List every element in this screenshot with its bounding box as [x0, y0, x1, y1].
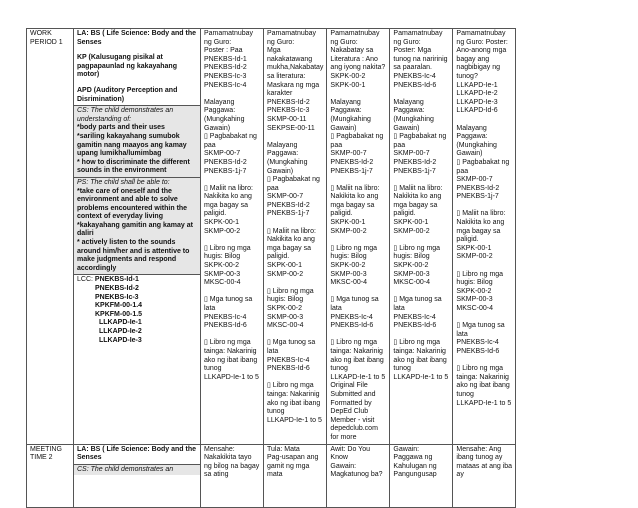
- day-line: Malayang Paggawa: (Mungkahing Gawain): [267, 141, 310, 175]
- day-line: SKPK-00-1: [204, 219, 240, 227]
- day-line: Nakabatay sa Literatura : Ano ang iyong nakita?: [330, 47, 386, 72]
- lcc-code: KPKFM-00-1.4: [95, 302, 143, 310]
- cs-line: *sariling kakayahang sumubok gamitin nang maayos ang kamay upang lumikha/lumimbag: [77, 132, 189, 158]
- day-cell: [390, 444, 453, 507]
- day-line: PNEKBS-Id-6: [393, 322, 437, 330]
- day-line: PNEKBS-1j-7: [330, 167, 373, 175]
- day-line: SKPK-00-1: [267, 262, 303, 270]
- day-line: Malayang Paggawa: (Mungkahing Gawain): [204, 98, 247, 132]
- day-line: [330, 176, 386, 185]
- day-line: [267, 133, 323, 142]
- day-line: Mensahe: Nakakikita tayo ng bilog na bagay sa ating: [204, 445, 262, 479]
- day-line: [456, 262, 512, 271]
- day-line: SKPK-00-2: [330, 262, 366, 270]
- day-line: PNEKBS-Ic-4: [330, 313, 373, 321]
- day-line: ▯ Libro ng mga tainga: Nakarinig ako ng ibat ibang tunog: [456, 365, 512, 398]
- day-line: ▯ Pagbabakat ng paa: [267, 176, 322, 192]
- day-line: MKSC-00-4: [393, 279, 430, 287]
- day-line: PNEKBS-Ic-4: [204, 81, 247, 89]
- day-line: SKMP-00-7: [393, 150, 430, 158]
- day-line: PNEKBS-Id-2: [267, 201, 310, 209]
- day-cell: [201, 29, 264, 445]
- day-cell: [264, 29, 327, 445]
- lcc-label: LCC:: [77, 276, 93, 284]
- day-line: SEKPSE-00-11: [267, 124, 315, 132]
- day-line: ▯ Libro ng mga tainga: Nakarinig ako ng ibat ibang tunog: [330, 339, 386, 373]
- day-line: [330, 90, 386, 99]
- day-line: Malayang Paggawa: (Mungkahing Gawain): [393, 98, 436, 132]
- day-line: [456, 202, 512, 211]
- day-line: Awit: Do You Know: [330, 445, 372, 462]
- day-line: SKPK-00-2: [393, 262, 429, 270]
- day-line: SKPK-00-2: [330, 72, 366, 80]
- ps-line: * actively listen to the sounds around him/her and is attentive to make judgments and respond accordingly: [77, 239, 192, 272]
- day-line: SKPK-00-1: [330, 219, 366, 227]
- day-line: Pamamatnubay ng Guro:: [204, 30, 255, 46]
- day-line: ▯ Libro ng mga hugis: Bilog: [393, 244, 443, 261]
- day-line: ▯ Libro ng mga hugis: Bilog: [267, 287, 316, 304]
- day-line: Poster : Paa: [204, 47, 243, 55]
- day-line: PNEKBS-Id-2: [204, 64, 247, 72]
- day-line: [330, 236, 386, 245]
- day-line: [204, 176, 260, 185]
- day-line: SKMP-00-3: [393, 270, 430, 278]
- lcc-code: LLKAPD-Ie-3: [99, 336, 142, 344]
- day-line: PNEKBS-Ic-4: [393, 72, 436, 80]
- competency-codes: [74, 274, 200, 346]
- day-line: PNEKBS-Ic-4: [393, 313, 436, 321]
- day-line: LLKAPD-Ie-1 to 5: [330, 373, 386, 381]
- lcc-code: PNEKBS-Ic-3: [95, 293, 139, 301]
- day-line: ▯ Maliit na libro: Nakikita ko ang mga bagay sa paligid.: [204, 184, 255, 218]
- day-line: ▯ Mga tunog sa lata: [204, 296, 255, 312]
- day-line: PNEKBS-Id-6: [267, 365, 310, 373]
- day-line: SKMP-00-2: [456, 253, 493, 261]
- day-line: [204, 288, 260, 297]
- ps-line: PS: The child shall be able to:: [77, 178, 170, 186]
- day-line: ▯ Libro ng mga hugis: Bilog: [204, 244, 253, 261]
- day-line: Tula: Mata: [267, 445, 300, 453]
- day-line: SKMP-00-7: [330, 150, 367, 158]
- day-line: [393, 176, 449, 185]
- day-line: ▯ Mga tunog sa lata: [267, 339, 318, 355]
- day-line: [456, 357, 512, 366]
- day-line: SKMP-00-3: [330, 270, 367, 278]
- day-line: LLKAPD-Id-6: [456, 107, 498, 115]
- day-line: [267, 374, 323, 383]
- time-cell: [27, 29, 74, 445]
- day-line: [456, 314, 512, 323]
- lcc-code: PNEKBS-Id-1: [94, 276, 139, 284]
- day-line: Gawain: Paggawa ng Kahulugan ng Pangungusap: [393, 445, 439, 479]
- day-line: ▯ Maliit na libro: Nakikita ko ang mga bagay sa paligid.: [393, 184, 445, 218]
- day-line: SKMP-00-7: [267, 193, 304, 201]
- day-line: Mensahe: Ang ibang tunog ay mataas at ang iba ay: [456, 445, 515, 479]
- day-line: PNEKBS-Id-2: [393, 158, 437, 166]
- day-line: PNEKBS-1j-7: [393, 167, 436, 175]
- day-line: [456, 116, 512, 125]
- learning-area: LA: BS ( Life Science: Body and the Senses: [77, 445, 197, 462]
- day-cell: [453, 29, 516, 445]
- day-line: SKMP-00-2: [204, 227, 241, 235]
- day-line: LLKAPD-Ie-2: [456, 90, 498, 98]
- day-line: [267, 331, 323, 340]
- day-line: Original File Submitted and Formatted by DepEd Club Member - visit depedclub.com for more: [330, 382, 380, 441]
- day-line: PNEKBS-Id-2: [267, 98, 310, 106]
- time-label: MEETING TIME 2: [30, 445, 62, 462]
- day-line: [204, 236, 260, 245]
- day-line: Malayang Paggawa: (Mungkahing Gawain): [456, 124, 499, 158]
- day-line: SKMP-00-11: [267, 115, 307, 123]
- day-line: ▯ Mga tunog sa lata: [330, 296, 381, 312]
- day-cell: [327, 29, 390, 445]
- day-cell: [390, 29, 453, 445]
- day-line: Poster: Mga tunog na naririnig sa paaralan.: [393, 47, 450, 72]
- day-line: PNEKBS-Id-2: [330, 158, 374, 166]
- ps-line: *kakayahang gamitin ang kamay at daliri: [77, 221, 195, 238]
- day-line: Pamamatnubay ng Guro:: [393, 30, 445, 46]
- day-line: ▯ Pagbabakat ng paa: [204, 133, 259, 149]
- day-line: SKMP-00-7: [456, 176, 493, 184]
- day-line: PNEKBS-Ic-3: [267, 107, 310, 115]
- day-line: LLKAPD-Ie-1 to 5: [456, 399, 512, 407]
- day-line: PNEKBS-Id-1: [204, 55, 247, 63]
- day-cell: [327, 444, 390, 507]
- day-line: [204, 331, 260, 340]
- objectives-cell: [74, 29, 201, 445]
- apd-area: APD (Auditory Perception and Disrimination): [77, 86, 178, 103]
- day-line: LLKAPD-Ie-1: [456, 81, 498, 89]
- day-line: SKPK-00-2: [267, 305, 303, 312]
- day-line: Pag-usapan ang gamit ng mga mata: [267, 454, 321, 479]
- day-line: [393, 288, 449, 297]
- lcc-code: KPKFM-00-1.5: [95, 310, 143, 318]
- day-line: Pamamatnubay ng Guro: Poster: Ano-anong mga bagay ang nagbibigay ng tunog?: [456, 30, 510, 80]
- day-line: ▯ Libro ng mga tainga: Nakarinig ako ng ibat ibang tunog: [393, 339, 449, 373]
- content-standards: CS: The child demonstrates an: [74, 464, 200, 476]
- learning-area: LA: BS ( Life Science: Body and the Senses: [77, 30, 197, 46]
- day-line: PNEKBS-Id-6: [330, 322, 374, 330]
- day-line: MKSC-00-4: [204, 279, 241, 287]
- day-line: ▯ Libro ng mga tainga: Nakarinig ako ng ibat ibang tunog: [267, 382, 323, 416]
- day-line: SKMP-00-3: [267, 313, 304, 321]
- day-line: [330, 288, 386, 297]
- day-line: Pamamatnubay ng Guro:: [330, 30, 382, 46]
- day-line: [393, 236, 449, 245]
- day-line: ▯ Maliit na libro: Nakikita ko ang mga bagay sa paligid.: [456, 210, 508, 244]
- day-line: LLKAPD-Ie-1 to 5: [204, 373, 259, 381]
- day-line: SKMP-00-3: [204, 270, 241, 278]
- table-row: [27, 444, 516, 507]
- objectives-cell: [74, 444, 201, 507]
- day-line: SKPK-00-1: [456, 244, 492, 252]
- day-line: LLKAPD-Ie-1 to 5: [267, 416, 322, 424]
- day-line: ▯ Mga tunog sa lata: [393, 296, 444, 312]
- lcc-code: PNEKBS-Id-2: [95, 285, 139, 293]
- day-line: PNEKBS-1j-7: [456, 193, 499, 201]
- time-label: WORK PERIOD 1: [30, 30, 63, 46]
- content-standards: [74, 105, 200, 177]
- day-line: LLKAPD-Ie-3: [456, 98, 498, 106]
- day-cell: [264, 444, 327, 507]
- day-cell: [201, 444, 264, 507]
- day-line: Pamamatnubay ng Guro:: [267, 30, 318, 46]
- time-cell: [27, 444, 74, 507]
- day-line: PNEKBS-Ic-4: [267, 356, 310, 364]
- cs-line: * how to discriminate the different sounds in the environment: [77, 158, 192, 175]
- day-line: ▯ Pagbabakat ng paa: [330, 133, 386, 149]
- day-line: Gawain: Magkatunog ba?: [330, 462, 383, 479]
- day-line: Malayang Paggawa: (Mungkahing Gawain): [330, 98, 373, 132]
- cs-line: *body parts and their uses: [77, 124, 165, 132]
- day-line: [267, 219, 323, 228]
- day-line: [267, 279, 323, 288]
- lcc-code: LLKAPD-Ie-2: [99, 328, 142, 335]
- day-line: ▯ Maliit na libro: Nakikita ko ang mga bagay sa paligid.: [267, 227, 318, 261]
- day-line: PNEKBS-Id-2: [204, 158, 247, 166]
- day-line: MKSC-00-4: [330, 279, 367, 287]
- kp-area: KP (Kalusugang pisikal at pagpapaunlad ng kakayahang motor): [77, 54, 177, 79]
- table-row: [27, 29, 516, 445]
- day-line: Mga nakakatawang mukha,Nakabatay sa literatura: Maskara ng mga karakter: [267, 47, 326, 98]
- day-line: MKSC-00-4: [267, 322, 304, 330]
- day-line: SKMP-00-2: [330, 227, 367, 235]
- day-line: [330, 331, 386, 340]
- lcc-code: LLKAPD-Ie-1: [99, 319, 142, 327]
- day-line: SKMP-00-7: [204, 150, 241, 158]
- day-line: PNEKBS-Id-6: [393, 81, 437, 89]
- cs-line: CS: The child demonstrates an understanding of:: [77, 107, 176, 123]
- day-line: PNEKBS-Id-6: [456, 347, 500, 355]
- day-line: [393, 331, 449, 340]
- day-line: SKPK-00-2: [204, 262, 240, 270]
- day-line: ▯ Libro ng mga tainga: Nakarinig ako ng ibat ibang tunog: [204, 339, 260, 373]
- day-line: ▯ Pagbabakat ng paa: [393, 133, 449, 149]
- day-line: PNEKBS-1j-7: [204, 167, 247, 175]
- day-line: [393, 90, 449, 99]
- day-line: SKPK-00-2: [456, 287, 492, 295]
- ps-line: *take care of oneself and the environment and able to solve problems encountered within the context of everyday living: [77, 187, 190, 221]
- day-line: PNEKBS-1j-7: [267, 210, 310, 218]
- day-line: PNEKBS-Ic-4: [204, 313, 247, 321]
- day-line: [204, 90, 260, 99]
- day-line: PNEKBS-Id-2: [456, 184, 500, 192]
- day-line: PNEKBS-Ic-4: [456, 339, 499, 347]
- day-line: ▯ Pagbabakat ng paa: [456, 158, 512, 175]
- day-line: SKMP-00-3: [456, 296, 493, 304]
- lesson-plan-table: [26, 28, 516, 508]
- day-line: LLKAPD-Ie-1 to 5: [393, 373, 449, 381]
- day-line: ▯ Libro ng mga hugis: Bilog: [330, 244, 380, 261]
- performance-standards: [74, 177, 200, 275]
- day-line: PNEKBS-Ic-3: [204, 72, 247, 80]
- day-line: PNEKBS-Id-6: [204, 322, 247, 330]
- day-cell: [453, 444, 516, 507]
- day-line: SKMP-00-2: [267, 270, 304, 278]
- day-line: ▯ Libro ng mga hugis: Bilog: [456, 270, 506, 287]
- day-line: SKPK-00-1: [393, 219, 429, 227]
- day-line: SKPK-00-1: [330, 81, 366, 89]
- day-line: SKMP-00-2: [393, 227, 430, 235]
- day-line: ▯ Mga tunog sa lata: [456, 322, 507, 338]
- day-line: ▯ Maliit na libro: Nakikita ko ang mga bagay sa paligid.: [330, 184, 382, 218]
- day-line: MKSC-00-4: [456, 305, 493, 312]
